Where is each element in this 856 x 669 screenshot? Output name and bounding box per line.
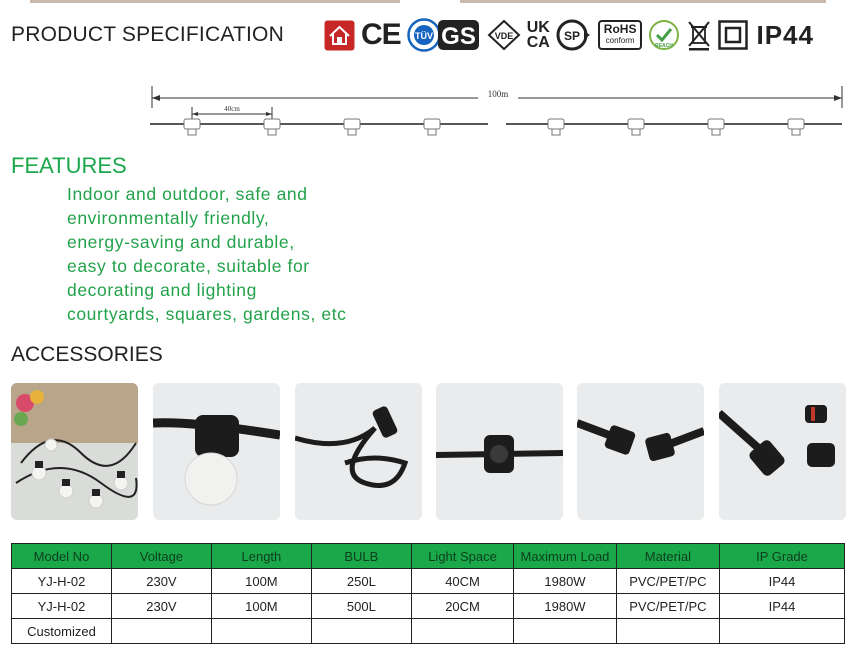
rohs-top-text: RoHS [603,22,637,36]
feature-line: courtyards, squares, gardens, etc [67,304,347,324]
table-cell: 100M [211,594,311,619]
accessory-photo-cable-connectors [577,383,704,520]
column-header: Length [211,544,311,569]
ukca-bottom-text: CA [526,34,550,51]
table-cell: 250L [311,569,411,594]
table-cell: YJ-H-02 [12,569,112,594]
table-cell: IP44 [720,569,845,594]
table-cell: 40CM [411,569,513,594]
column-header: Voltage [111,544,211,569]
feature-line: easy to decorate, suitable for [67,256,310,276]
table-cell: 20CM [411,594,513,619]
feature-line: Indoor and outdoor, safe and [67,184,308,204]
svg-text:VDE: VDE [494,31,513,41]
table-cell: 1980W [514,594,616,619]
svg-text:SP: SP [563,29,580,43]
accessory-photo-bulb-socket [153,383,280,520]
rohs-bottom-text: conform [605,36,635,45]
table-cell [111,619,211,644]
table-header-row [12,544,845,569]
table-row [12,594,845,619]
table-cell: 500L [311,594,411,619]
table-cell [311,619,411,644]
table-cell: IP44 [720,594,845,619]
table-row [12,619,845,644]
table-cell: Customized [12,619,112,644]
top-decor-line [30,0,826,3]
table-cell [616,619,719,644]
features-list [67,182,347,326]
feature-line: energy-saving and durable, [67,232,295,252]
table-cell [211,619,311,644]
rohs-mark [598,20,643,50]
table-cell [411,619,513,644]
ip-rating-text: IP44 [756,19,814,50]
accessory-photo-end-caps [719,383,846,520]
table-row [12,569,845,594]
string-light-diagram [148,72,848,142]
reach-mark [648,19,680,51]
vde-mark [487,19,521,51]
svg-text:GS: GS [440,23,476,50]
column-header: Light Space [411,544,513,569]
column-header: Maximum Load [514,544,616,569]
house-icon [324,20,355,51]
table-cell: YJ-H-02 [12,594,112,619]
weee-icon [686,19,712,51]
column-header: Model No [12,544,112,569]
ukca-mark [527,20,550,50]
certification-marks [324,17,814,53]
column-header: IP Grade [720,544,845,569]
table-cell [720,619,845,644]
feature-line: decorating and lighting [67,280,257,300]
total-length-label: 100m [487,89,509,99]
feature-line: environmentally friendly, [67,208,270,228]
table-cell: 100M [211,569,311,594]
csa-mark [556,19,592,51]
class-ii-icon [718,20,748,50]
table-cell: 230V [111,569,211,594]
svg-text:TÜV: TÜV [414,31,433,41]
column-header: Material [616,544,719,569]
accessories-heading: ACCESSORIES [11,343,163,366]
table-cell: 1980W [514,569,616,594]
features-heading: FEATURES [11,153,127,178]
table-cell: PVC/PET/PC [616,569,719,594]
ukca-top-text: UK [526,19,550,36]
ce-mark: CE [361,18,401,51]
accessory-photo-connector-socket [436,383,563,520]
column-header: BULB [311,544,411,569]
accessory-photo-string-lights [11,383,138,520]
accessory-photo-power-plug [295,383,422,520]
page-title: PRODUCT SPECIFICATION [11,23,284,46]
table-cell [514,619,616,644]
tuv-gs-mark [407,18,481,52]
spec-table [11,543,845,644]
table-cell: 230V [111,594,211,619]
table-cell: PVC/PET/PC [616,594,719,619]
svg-text:REACH: REACH [655,43,674,49]
spacing-label: 40cm [224,105,240,113]
